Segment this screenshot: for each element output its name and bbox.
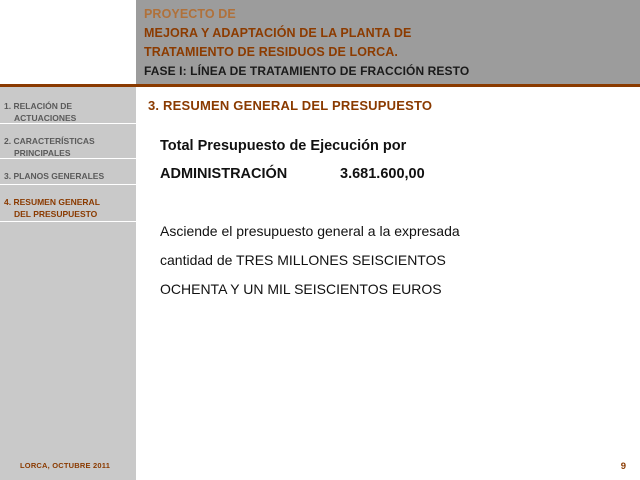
sidebar-item-1-label: RELACIÓN DE xyxy=(13,101,73,111)
header-line-1: PROYECTO DE xyxy=(144,7,236,21)
header-line-3: TRATAMIENTO DE RESIDUOS DE LORCA. xyxy=(144,45,399,59)
total-label-line-2: ADMINISTRACIÓN xyxy=(160,166,288,182)
header xyxy=(0,0,640,84)
page-title: 3. RESUMEN GENERAL DEL PRESUPUESTO xyxy=(148,98,433,113)
sidebar-footer-date: LORCA, OCTUBRE 2011 xyxy=(20,461,111,470)
total-amount-value: 3.681.600,00 xyxy=(340,166,425,182)
main-content xyxy=(138,87,640,480)
sidebar-item-4-sublabel: DEL PRESUPUESTO xyxy=(14,208,98,219)
sidebar-item-1-number: 1. xyxy=(4,101,12,111)
logo-placeholder xyxy=(0,0,138,84)
paragraph-line-1: Asciende el presupuesto general a la expresada xyxy=(160,223,460,239)
sidebar-item-resumen-general-presupuesto[interactable] xyxy=(0,193,136,224)
sidebar-divider-4 xyxy=(0,221,136,222)
sidebar-item-1-sublabel: ACTUACIONES xyxy=(14,112,77,123)
page-number: 9 xyxy=(620,461,626,472)
header-line-2: MEJORA Y ADAPTACIÓN DE LA PLANTA DE xyxy=(144,26,412,40)
header-line-4: FASE I: LÍNEA DE TRATAMIENTO DE FRACCIÓN RESTO xyxy=(144,64,470,78)
sidebar-item-3-label: PLANOS GENERALES xyxy=(13,171,105,181)
total-budget-block xyxy=(160,132,630,188)
paragraph-line-2: cantidad de TRES MILLONES SEISCIENTOS xyxy=(160,252,446,268)
sidebar-divider-2 xyxy=(0,158,136,159)
sidebar-item-4-label: RESUMEN GENERAL xyxy=(13,197,100,207)
sidebar-divider-1 xyxy=(0,123,136,124)
sidebar-item-4-number: 4. xyxy=(4,197,12,207)
sidebar-item-2-sublabel: PRINCIPALES xyxy=(14,147,71,158)
sidebar xyxy=(0,87,136,480)
sidebar-item-3-number: 3. xyxy=(4,171,12,181)
paragraph-line-3: OCHENTA Y UN MIL SEISCIENTOS EUROS xyxy=(160,281,442,297)
sidebar-divider-3 xyxy=(0,184,136,185)
budget-description-paragraph xyxy=(160,217,620,304)
sidebar-item-2-label: CARACTERÍSTICAS xyxy=(13,136,95,146)
sidebar-item-2-number: 2. xyxy=(4,136,12,146)
total-amount-row xyxy=(160,160,630,188)
total-label-line-1: Total Presupuesto de Ejecución por xyxy=(160,138,407,154)
header-title-block xyxy=(136,0,640,84)
